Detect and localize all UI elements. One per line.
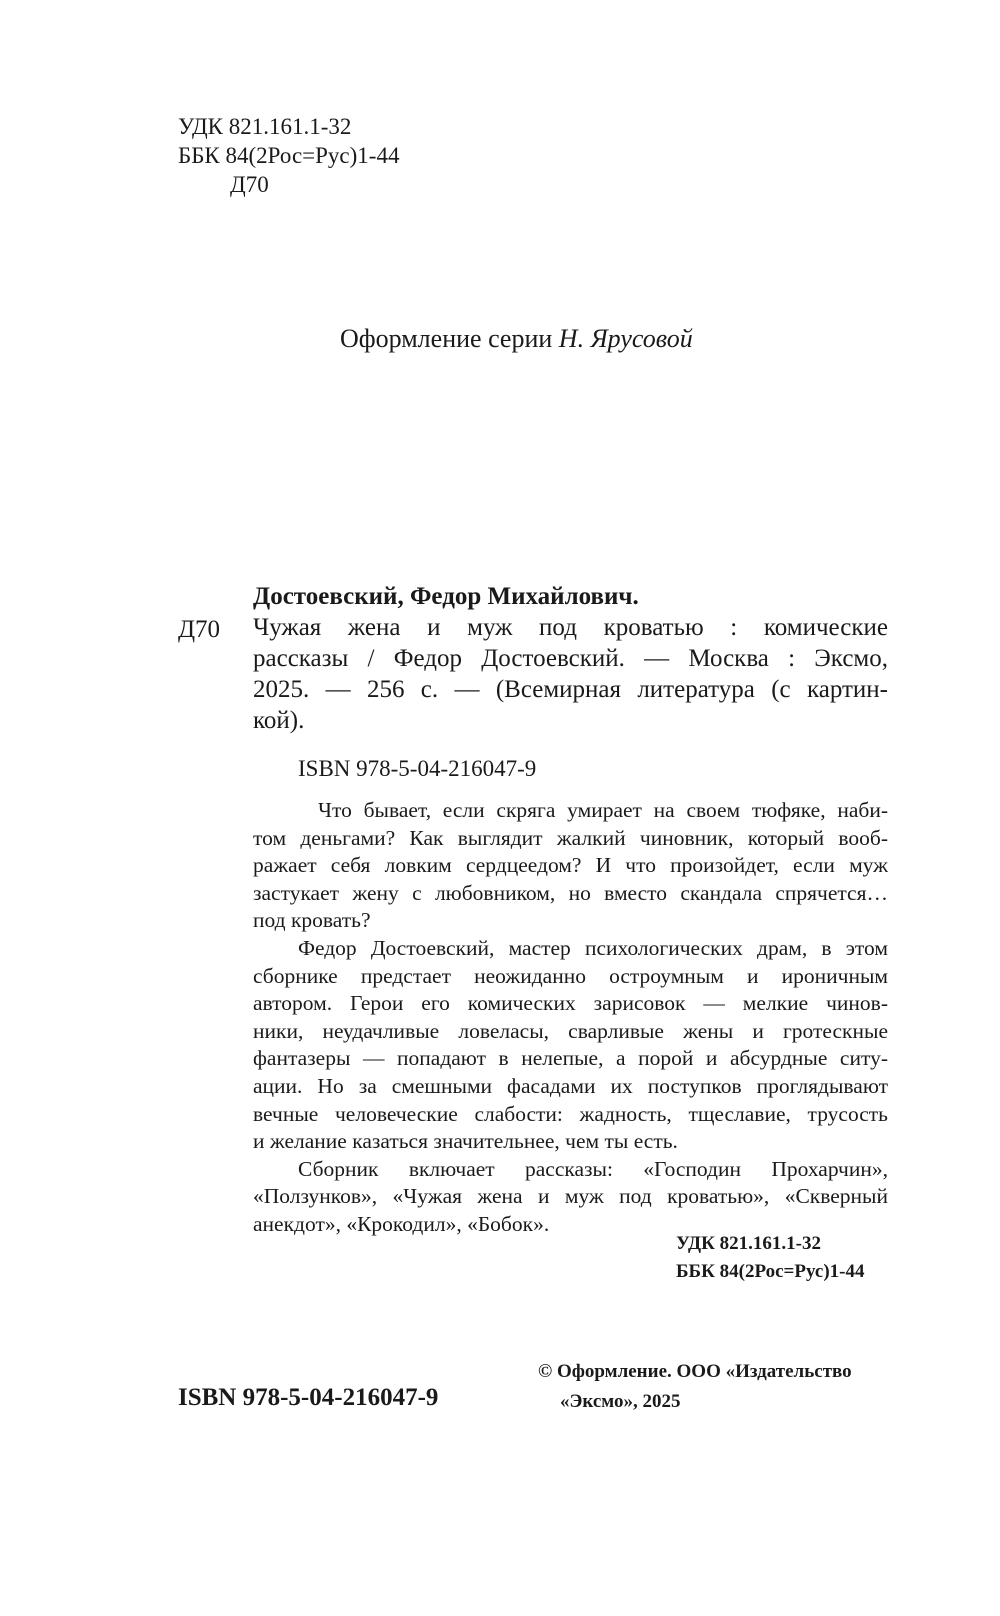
- bbk-code: ББК 84(2Рос=Рус)1-44: [178, 143, 400, 168]
- udk-code-bottom: УДК 821.161.1-32: [676, 1233, 821, 1254]
- annotation-line: фантазеры — попадают в нелепые, а порой и абсурдные ситу-: [253, 1046, 888, 1071]
- entry-author-sign: Д70: [178, 616, 221, 643]
- annotation-line: ники, неудачливые ловеласы, сварливые жены и гротескные: [253, 1018, 888, 1043]
- biblio-line: кой).: [253, 707, 305, 734]
- annotation-line: том деньгами? Как выглядит жалкий чиновник, который вооб-: [253, 825, 888, 850]
- bibliographic-description: [253, 612, 888, 736]
- biblio-line: Чужая жена и муж под кроватью : комические: [253, 614, 888, 641]
- entry-isbn: ISBN 978-5-04-216047-9: [298, 756, 537, 781]
- annotation-line: Сборник включает рассказы: «Господин Прохарчин»,: [298, 1156, 888, 1181]
- biblio-line: 2025. — 256 с. — (Всемирная литература (с картин-: [253, 676, 888, 703]
- annotation-line: ражает себя ловким сердцеедом? И что произойдет, если муж: [253, 853, 888, 878]
- top-classification-codes: [178, 112, 399, 199]
- annotation-line: Что бывает, если скряга умирает на своем тюфяке, наби-: [318, 798, 888, 822]
- copyright-line: © Оформление. ООО «Издательство: [538, 1361, 852, 1382]
- series-designer: Н. Ярусовой: [558, 324, 693, 353]
- annotation-line: автором. Герои его комических зарисовок — мелкие чинов-: [253, 991, 888, 1016]
- biblio-line: рассказы / Федор Достоевский. — Москва : Эксмо,: [253, 645, 888, 672]
- footer-isbn: ISBN 978-5-04-216047-9: [178, 1384, 439, 1411]
- series-prefix: Оформление серии: [340, 324, 553, 353]
- entry-author: Достоевский, Федор Михайлович.: [253, 583, 639, 610]
- bbk-code-bottom: ББК 84(2Рос=Рус)1-44: [676, 1261, 865, 1282]
- annotation-line: «Ползунков», «Чужая жена и муж под кроватью», «Скверный: [253, 1184, 888, 1209]
- annotation-line: под кровать?: [253, 908, 371, 933]
- series-design-credit: [340, 324, 693, 354]
- annotation-line: вечные человеческие слабости: жадность, тщеславие, трусость: [253, 1101, 888, 1126]
- bottom-classification-codes: [676, 1230, 864, 1286]
- copyright-line: «Эксмо», 2025: [560, 1391, 681, 1412]
- author-sign: Д70: [230, 172, 269, 197]
- annotation-line: сборнике предстает неожиданно остроумным и ироничным: [253, 963, 888, 988]
- annotation-line: ации. Но за смешными фасадами их поступков проглядывают: [253, 1073, 888, 1098]
- annotation: [253, 797, 888, 1239]
- annotation-line: застукает жену с любовником, но вместо скандала спрячется…: [253, 880, 888, 905]
- annotation-line: анекдот», «Крокодил», «Бобок».: [253, 1211, 550, 1236]
- annotation-line: Федор Достоевский, мастер психологических драм, в этом: [298, 935, 888, 960]
- udk-code: УДК 821.161.1-32: [178, 114, 352, 139]
- annotation-line: и желание казаться значительнее, чем ты есть.: [253, 1129, 678, 1154]
- copyright-notice: [538, 1357, 852, 1417]
